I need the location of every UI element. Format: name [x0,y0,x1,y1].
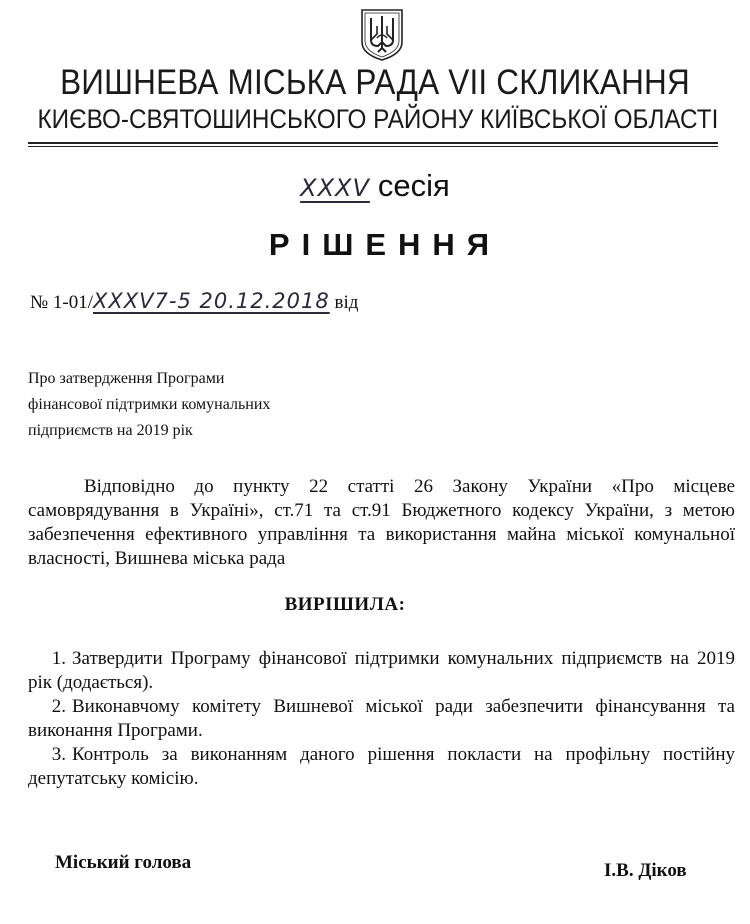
session-number-handwritten: XXXV [300,174,370,202]
item-text: Виконавчому комітету Вишневої міської ради забезпечити фінансування та виконання Програми. [28,696,735,741]
item-number: 3. [51,744,66,765]
decision-number-suffix: від [334,292,359,313]
decision-title: РІШЕННЯ [268,227,502,262]
resolution-item [28,695,735,743]
subject-line: Про затвердження Програми [28,370,225,387]
decision-number-prefix: № 1-01/ [30,292,93,313]
subject-line: фінансової підтримки комунальних [28,396,271,413]
decision-number-line [30,289,358,314]
item-number: 1. [51,648,66,669]
coat-of-arms-trident-icon [358,8,406,62]
council-name-line1: ВИШНЕВА МІСЬКА РАДА VII СКЛИКАННЯ [60,63,690,102]
header-divider-thin [28,146,718,147]
preamble-text: Відповідно до пункту 22 статті 26 Закону України «Про місцеве самоврядування в Україні», ст.71 та ст.91 Бюджетного кодексу України, з метою забезпечення ефективного управління та використання майна міської комунальної власності, Вишнева міська рада [28,476,735,569]
subject-line: підприємств на 2019 рік [28,422,193,439]
resolution-item [28,647,735,695]
decision-subject [28,366,270,444]
header-divider-thick [28,142,718,144]
signatory-title: Міський голова [55,852,192,873]
session-label: сесія [377,168,450,203]
decision-number-handwritten: XXXV7-5 20.12.2018 [92,289,330,313]
session-heading [0,168,750,204]
resolution-items [28,647,735,791]
preamble-paragraph [28,475,735,571]
item-text: Затвердити Програму фінансової підтримки комунальних підприємств на 2019 рік (додається). [28,648,735,693]
item-number: 2. [51,696,66,717]
resolved-heading: ВИРІШИЛА: [284,594,406,615]
resolution-item [28,743,735,791]
item-text: Контроль за виконанням даного рішення покласти на профільну постійну депутатську комісію. [28,744,735,789]
signatory-name: І.В. Діков [604,860,687,881]
council-name-line2: КИЄВО-СВЯТОШИНСЬКОГО РАЙОНУ КИЇВСЬКОЇ ОБЛАСТІ [37,104,719,134]
